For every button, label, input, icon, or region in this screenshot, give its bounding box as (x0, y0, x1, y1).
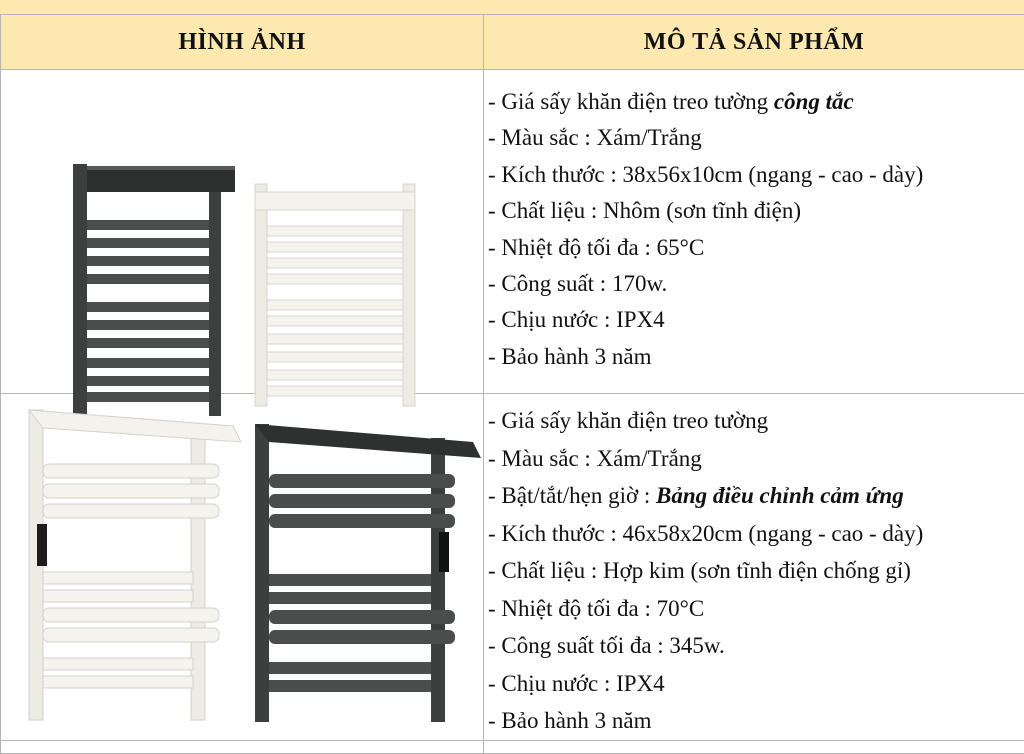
spec-line: - Màu sắc : Xám/Trắng (488, 120, 1024, 156)
product-image-cell (1, 394, 484, 741)
product-image-cell (1, 70, 484, 394)
table-header-row (1, 15, 1024, 70)
spec-line: - Nhiệt độ tối đa : 70°C (488, 590, 1024, 628)
table-row (1, 70, 1024, 394)
spec-line: - Công suất : 170w. (488, 266, 1024, 302)
spec-line: - Chịu nước : IPX4 (488, 665, 1024, 703)
spec-line: - Kích thước : 46x58x20cm (ngang - cao - dày) (488, 515, 1024, 553)
spec-line: - Bảo hành 3 năm (488, 339, 1024, 375)
spec-line: - Bật/tắt/hẹn giờ : Bảng điều chỉnh cảm ứng (488, 477, 1024, 515)
spec-line: - Kích thước : 38x56x10cm (ngang - cao - dày) (488, 157, 1024, 193)
header-band (0, 0, 1024, 15)
spec-line: - Giá sấy khăn điện treo tường công tắc (488, 84, 1024, 120)
spec-line: - Chất liệu : Nhôm (sơn tĩnh điện) (488, 193, 1024, 229)
spec-line: - Công suất tối đa : 345w. (488, 627, 1024, 665)
spec-line: - Chất liệu : Hợp kim (sơn tĩnh điện chống gỉ) (488, 552, 1024, 590)
touch-panel-emphasis: Bảng điều chỉnh cảm ứng (656, 483, 904, 508)
product-description-cell (484, 70, 1024, 394)
switch-emphasis: công tắc (774, 89, 854, 114)
product-spec-table (0, 14, 1024, 754)
towel-rack-gray-shelf-image (251, 414, 483, 726)
spec-line: - Giá sấy khăn điện treo tường (488, 402, 1024, 440)
table-row (1, 394, 1024, 741)
header-description-column: MÔ TẢ SẢN PHẨM (484, 15, 1024, 70)
header-image-column: HÌNH ẢNH (1, 15, 484, 70)
product-description-cell (484, 394, 1024, 741)
towel-rack-gray-image (69, 158, 239, 420)
spec-line: - Chịu nước : IPX4 (488, 302, 1024, 338)
spec-line: - Nhiệt độ tối đa : 65°C (488, 230, 1024, 266)
towel-rack-white-image (251, 178, 423, 408)
spec-line: - Bảo hành 3 năm (488, 702, 1024, 740)
towel-rack-white-shelf-image (23, 402, 245, 724)
spec-line: - Màu sắc : Xám/Trắng (488, 440, 1024, 478)
